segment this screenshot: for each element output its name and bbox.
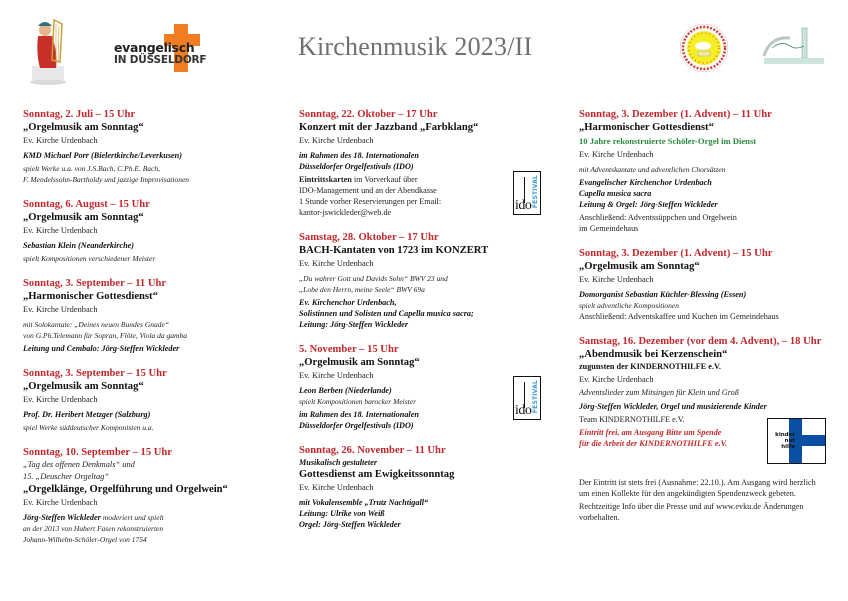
- event-performer: Düsseldorfer Orgelfestivals (IDO): [299, 162, 414, 171]
- event-date: Sonntag, 26. November – 11 Uhr: [299, 445, 446, 456]
- event-performer: Leitung: Ulrike von Weiß: [299, 509, 385, 518]
- event-after: im Gemeindehaus: [579, 224, 639, 233]
- page-title: Kirchenmusik 2023/II: [298, 32, 533, 61]
- event-performer: Jörg-Steffen Wickleder: [23, 513, 101, 522]
- event-performer: Leitung & Orgel: Jörg-Steffen Wickleder: [579, 200, 718, 209]
- event-pre-title: 15. „Deuscher Orgeltag“: [23, 472, 109, 481]
- event-performer: Leon Berben (Niederlande): [299, 386, 392, 395]
- event-note: Adventslieder zum Mitsingen für Klein und Groß: [579, 388, 739, 397]
- event-performer: Capella musica sacra: [579, 189, 652, 198]
- event-date: Sonntag, 2. Juli – 15 Uhr: [23, 109, 136, 120]
- event-date: Sonntag, 10. September – 15 Uhr: [23, 447, 173, 458]
- events-column-1: [23, 108, 285, 558]
- event-item: [299, 231, 561, 330]
- event-date: Sonntag, 3. September – 11 Uhr: [23, 278, 167, 289]
- event-after: Anschließend: Adventskaffee und Kuchen im Gemeindehaus: [579, 312, 779, 321]
- event-performer: Leitung und Cembalo: Jörg-Steffen Wickleder: [23, 344, 180, 353]
- event-title: „Orgelmusik am Sonntag“: [299, 357, 420, 368]
- event-performer: Evangelischer Kirchenchor Urdenbach: [579, 178, 712, 187]
- event-date: Samstag, 28. Oktober – 17 Uhr: [299, 232, 439, 243]
- ido-festival-label: FESTIVAL: [532, 175, 539, 209]
- event-note: mit Adventskantate und adventlichen Chorsätzen: [579, 165, 726, 174]
- event-note: „Lobe den Herrn, meine Seele“ BWV 69a: [299, 285, 425, 294]
- event-performer-suffix: moderiert und spielt: [102, 513, 164, 522]
- event-subtitle: Musikalisch gestalteter: [299, 458, 378, 467]
- event-note: Johann-Wilhelm-Schöler-Orgel von 1754: [23, 535, 147, 544]
- logo-text-evangelisch: evangelisch: [114, 40, 195, 55]
- event-performer: Jörg-Steffen Wickleder, Orgel und musizierende Kinder: [579, 402, 767, 411]
- footer-note: [579, 477, 824, 523]
- event-performer: Orgel: Jörg-Steffen Wickleder: [299, 520, 401, 529]
- ido-letters: ido: [515, 198, 532, 213]
- event-note: spielt Kompositionen verschiedener Meister: [23, 254, 156, 263]
- event-date: 5. November – 15 Uhr: [299, 344, 399, 355]
- event-after: Team KINDERNOTHILFE e.V.: [579, 415, 685, 424]
- event-item: [579, 108, 841, 234]
- event-note: „Du wahrer Gott und Davids Sohn“ BWV 23 und: [299, 274, 448, 283]
- ido-festival-logo: [513, 171, 541, 215]
- kindernothilfe-logo: [767, 418, 826, 464]
- ido-festival-label: FESTIVAL: [532, 380, 539, 414]
- event-note: spielt adventliche Kompositionen: [579, 301, 679, 310]
- event-note: von G.Ph.Telemann für Sopran, Flöte, Viola da gamba: [23, 331, 187, 340]
- event-title: „Harmonischer Gottesdienst“: [579, 122, 714, 133]
- event-title: Konzert mit der Jazzband „Farbklang“: [299, 122, 479, 133]
- footer-admission-text: Der Eintritt ist stets frei (Ausnahme: 22.10.). Am Ausgang wird herzlich um einen Kollekte für den angekündigten Spendenzweck gebeten.: [579, 478, 816, 498]
- church-choir-seal-logo: [679, 23, 729, 73]
- ido-letters: ido: [515, 403, 532, 418]
- event-performer: Leitung: Jörg-Steffen Wickleder: [299, 320, 409, 329]
- event-performer: im Rahmen des 18. Internationalen: [299, 151, 419, 160]
- event-location: Ev. Kirche Urdenbach: [579, 275, 654, 284]
- tickets-label: Eintrittskarten: [299, 175, 352, 184]
- event-performer: mit Vokalensemble „Trutz Nachtigall“: [299, 498, 429, 507]
- event-title: „Orgelmusik am Sonntag“: [23, 122, 144, 133]
- event-note: F. Mendelssohn-Bartholdy und jazzige Improvisationen: [23, 175, 190, 184]
- event-performer: Sebastian Klein (Neanderkirche): [23, 241, 134, 250]
- tickets-text: IDO-Management und an der Abendkasse: [299, 186, 437, 195]
- event-location: Ev. Kirche Urdenbach: [23, 395, 98, 404]
- event-location: Ev. Kirche Urdenbach: [299, 259, 374, 268]
- event-date: Sonntag, 6. August – 15 Uhr: [23, 199, 150, 210]
- event-location: Ev. Kirche Urdenbach: [299, 483, 374, 492]
- event-note: spielt Kompositionen barocker Meister: [299, 397, 416, 406]
- event-title: BACH-Kantaten von 1723 im KONZERT: [299, 245, 489, 256]
- event-note: spiel Werke süddeutscher Komponisten u.a.: [23, 423, 154, 432]
- event-pre-title: „Tag des offenen Denkmals“ und: [23, 460, 135, 469]
- event-date: Sonntag, 22. Oktober – 17 Uhr: [299, 109, 438, 120]
- event-donation-note: für die Arbeit der KINDERNOTHILFE e.V.: [579, 439, 728, 448]
- event-item: [23, 108, 285, 185]
- event-title: „Orgelklänge, Orgelführung und Orgelwein“: [23, 484, 228, 495]
- evangelisch-duesseldorf-logo: [112, 24, 232, 74]
- event-item: [579, 247, 841, 322]
- event-date: Sonntag, 3. Dezember (1. Advent) – 15 Uhr: [579, 248, 773, 259]
- event-location: Ev. Kirche Urdenbach: [579, 375, 654, 384]
- event-note: an der 2013 von Hubert Fasen rekonstruierten: [23, 524, 164, 533]
- event-festival-line: Düsseldorfer Orgelfestivals (IDO): [299, 421, 414, 430]
- event-title: „Orgelmusik am Sonntag“: [579, 261, 700, 272]
- event-performer: Ev. Kirchenchor Urdenbach,: [299, 298, 397, 307]
- event-location: Ev. Kirche Urdenbach: [23, 305, 98, 314]
- event-title: „Orgelmusik am Sonntag“: [23, 381, 144, 392]
- event-item: [23, 367, 285, 433]
- event-title: „Orgelmusik am Sonntag“: [23, 212, 144, 223]
- event-festival-line: im Rahmen des 18. Internationalen: [299, 410, 419, 419]
- event-item: [23, 446, 285, 545]
- event-item: [299, 444, 561, 530]
- tickets-text: 1 Stunde vorher Reservierungen per Email:: [299, 197, 442, 206]
- event-title: Gottesdienst am Ewigkeitssonntag: [299, 469, 455, 480]
- event-location: Ev. Kirche Urdenbach: [23, 136, 98, 145]
- event-performer: Prof. Dr. Heribert Metzger (Salzburg): [23, 410, 151, 419]
- logo-text-duesseldorf: IN DÜSSELDORF: [114, 54, 207, 66]
- event-after: Anschließend: Adventssüppchen und Orgelwein: [579, 213, 737, 222]
- event-note: mit Solokantate: „Deines neuen Bundes Gnade“: [23, 320, 170, 329]
- knh-label: kinder not hilfe: [775, 432, 795, 450]
- event-location: Ev. Kirche Urdenbach: [299, 371, 374, 380]
- event-performer: Domorganist Sebastian Küchler-Blessing (Essen): [579, 290, 747, 299]
- tickets-text: im Vorverkauf über: [351, 175, 418, 184]
- event-item: [23, 277, 285, 354]
- event-title: „Abendmusik bei Kerzenschein“: [579, 349, 728, 360]
- event-title: „Harmonischer Gottesdienst“: [23, 291, 158, 302]
- event-donation-note: Eintritt frei, am Ausgang Bitte um Spende: [579, 428, 722, 437]
- event-location: Ev. Kirche Urdenbach: [23, 498, 98, 507]
- event-performer: Solistinnen und Solisten und Capella musica sacra;: [299, 309, 474, 318]
- footer-info-text: Rechtzeitige Info über die Presse und auf www.evku.de Änderungen vorbehalten.: [579, 502, 804, 522]
- event-note: spielt Werke u.a. von J.S.Bach, C.Ph.E. Bach,: [23, 164, 160, 173]
- event-performer: KMD Michael Porr (Bielertkirche/Leverkusen): [23, 151, 182, 160]
- kirchenvision-logo: [760, 26, 828, 68]
- harp-player-figure-image: [26, 14, 70, 86]
- event-date: Samstag, 16. Dezember (vor dem 4. Advent), – 18 Uhr: [579, 336, 822, 347]
- ido-festival-logo: [513, 376, 541, 420]
- event-highlight: 10 Jahre rekonstruierte Schöler-Orgel im Dienst: [579, 136, 757, 146]
- event-date: Sonntag, 3. September – 15 Uhr: [23, 368, 167, 379]
- reservation-email[interactable]: kantor-jswickleder@web.de: [299, 208, 392, 217]
- event-date: Sonntag, 3. Dezember (1. Advent) – 11 Uhr: [579, 109, 772, 120]
- event-location: Ev. Kirche Urdenbach: [23, 226, 98, 235]
- event-location: Ev. Kirche Urdenbach: [579, 150, 654, 159]
- event-item: [23, 198, 285, 264]
- event-subtitle: zugunsten der KINDERNOTHILFE e.V.: [579, 362, 721, 371]
- event-location: Ev. Kirche Urdenbach: [299, 136, 374, 145]
